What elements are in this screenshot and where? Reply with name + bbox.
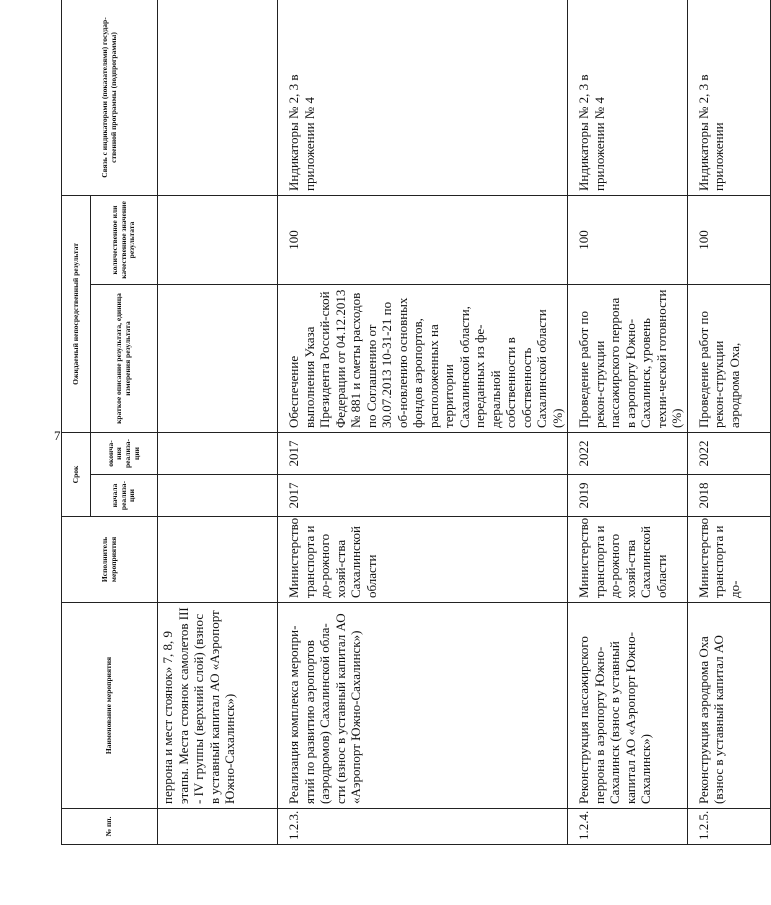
cell-end: 2022 (687, 432, 770, 474)
header-expected: Ожидаемый непосредственный результат (62, 195, 91, 432)
table-row (278, 0, 568, 845)
page-number: 7 (54, 428, 61, 443)
header-num: № пп. (62, 809, 158, 845)
cell-executor: Министерство транспорта и до- (687, 517, 770, 603)
cell-num: 1.2.3. (278, 809, 568, 845)
table-header (62, 0, 158, 845)
cell-start (158, 475, 278, 517)
cell-link: Индикаторы № 2, 3 в приложении (687, 0, 770, 195)
cell-num (158, 809, 278, 845)
cell-desc (158, 284, 278, 432)
rotated-table-container (61, 0, 742, 845)
header-term-end: оконча-ния реализа-ции (91, 432, 158, 474)
table-row (568, 0, 688, 845)
cell-name: Реконструкция аэродрома Оха (взнос в уставный капитал АО (687, 603, 770, 809)
cell-desc: Проведение работ по рекон-струкции аэродрома Оха, (687, 284, 770, 432)
cell-executor: Министерство транспорта и до-рожного хозяй-ства Сахалинской области (278, 517, 568, 603)
cell-link: Индикаторы № 2, 3 в приложении № 4 (278, 0, 568, 195)
cell-name: Реализация комплекса меропри-ятий по развитию аэропортов (аэродромов) Сахалинской обла-сти (взнос в уставный капитал АО «Аэропорт Южно-Сахалинск») (278, 603, 568, 809)
cell-end (158, 432, 278, 474)
cell-end: 2022 (568, 432, 688, 474)
cell-link: Индикаторы № 2, 3 в приложении № 4 (568, 0, 688, 195)
cell-desc: Обеспечение выполнения Указа Президента Россий-ской Федерации от 04.12.2013 № 881 и сметы расходов по Соглашению от 30.07.2013 10-31-21 по об-новлению основных фондов аэропортов, расположенных на территории Сахалинской области, переданных из фе-деральной собственности в собственность Сахалинской области (%) (278, 284, 568, 432)
cell-executor (158, 517, 278, 603)
program-activities-table (61, 0, 771, 845)
table-body (158, 0, 771, 845)
cell-num: 1.2.5. (687, 809, 770, 845)
cell-start: 2019 (568, 475, 688, 517)
table-row (158, 0, 278, 845)
cell-end: 2017 (278, 432, 568, 474)
cell-link (158, 0, 278, 195)
header-executor: Исполнитель мероприятия (62, 517, 158, 603)
header-name: Наименование мероприятия (62, 603, 158, 809)
table-row (687, 0, 770, 845)
cell-value: 100 (278, 195, 568, 284)
header-term: Срок (62, 432, 91, 516)
cell-value (158, 195, 278, 284)
cell-num: 1.2.4. (568, 809, 688, 845)
cell-value: 100 (687, 195, 770, 284)
cell-value: 100 (568, 195, 688, 284)
cell-desc: Проведение работ по рекон-струкции пассажирского перрона в аэропорту Южно-Сахалинск, уровень техни-ческой готовности (%) (568, 284, 688, 432)
header-expected-value: количественное или качественное значение результата (91, 195, 158, 284)
cell-start: 2017 (278, 475, 568, 517)
cell-executor: Министерство транспорта и до-рожного хозяй-ства Сахалинской области (568, 517, 688, 603)
cell-name: Реконструкция пассажирского перрона в аэропорту Южно-Сахалинск (взнос в уставный капитал АО «Аэропорт Южно-Сахалинск») (568, 603, 688, 809)
cell-name: перрона и мест стоянок» 7, 8, 9 этапы. Места стоянок самолетов III - IV группы (верхний слой) (взнос в уставный капитал АО «Аэропорт Южно-Сахалинск») (158, 603, 278, 809)
header-term-start: начала реализа-ции (91, 475, 158, 517)
cell-start: 2018 (687, 475, 770, 517)
header-link: Связь с индикаторами (показателями) государ-ственной программы (подпрограммы) (62, 0, 158, 195)
header-expected-desc: краткое описание результата, единица измерения результата (91, 284, 158, 432)
